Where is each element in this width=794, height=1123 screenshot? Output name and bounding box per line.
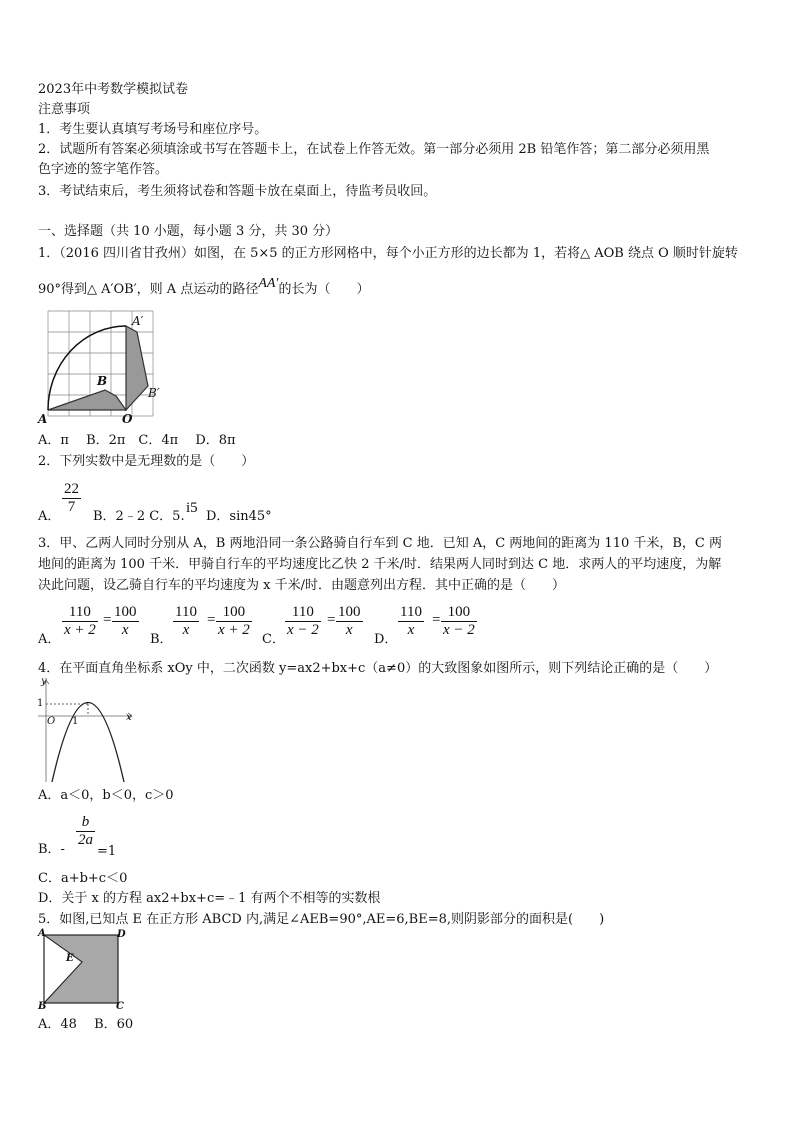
q4-label-x: x: [126, 712, 132, 723]
q3-option-c-equals: =: [327, 612, 336, 628]
q5-label-c: C: [116, 1001, 124, 1012]
q2-option-a: A．: [38, 509, 61, 524]
q3-option-d-left-num: 110: [400, 604, 422, 620]
q3-option-d-left: [398, 604, 424, 639]
q3-option-c-left: [285, 604, 321, 639]
q3-option-d-right-den: x − 2: [443, 622, 475, 638]
q3-option-b-left-den: x: [182, 622, 190, 638]
q1-label-b-prime: B′: [148, 386, 160, 400]
q2-stem: 2．下列实数中是无理数的是（ ）: [38, 454, 255, 469]
q3-stem-3: 决此问题，设乙骑自行车的平均速度为 x 千米/时．由题意列出方程．其中正确的是（ ）: [38, 578, 565, 593]
q3-option-a-right-num: 100: [114, 604, 137, 620]
q3-option-c-left-den: x − 2: [287, 622, 319, 638]
q5-square-figure: [38, 928, 134, 1012]
q4-option-b-suffix: =1: [97, 844, 117, 859]
q1-label-a-prime: A′: [132, 314, 144, 328]
q3-option-c-right-den: x: [345, 622, 353, 638]
q3-option-c-left-num: 110: [285, 604, 321, 622]
q3-option-d-label: D．: [374, 632, 398, 647]
q3-stem-2: 地间的距离为 100 千米．甲骑自行车的平均速度比乙快 2 千米/时．结果两人同时到达 C 地．求两人的平均速度，为解: [38, 557, 722, 572]
q1-arc-label: AA′: [258, 276, 279, 291]
q4-parabola-figure: [38, 678, 138, 784]
q4-label-one-x: 1: [72, 716, 79, 727]
notice-item-3: 3．考试结束后，考生须将试卷和答题卡放在桌面上，待监考员收回。: [38, 184, 437, 199]
q3-option-b-right-num: 100: [216, 604, 252, 622]
q1-options: A．π B．2π C．4π D．8π: [38, 433, 236, 448]
notice-item-2: 2．试题所有答案必须填涂或书写在答题卡上，在试卷上作答无效。第一部分必须用 2B 铅笔作答；第二部分必须用黑: [38, 142, 710, 157]
q4-option-b-num: b: [76, 814, 95, 832]
q3-option-d-equals: =: [432, 612, 441, 628]
q3-option-b-equals: =: [207, 612, 216, 628]
q2-repeating-decimal: i5: [186, 500, 198, 516]
q3-option-b-right: [216, 604, 252, 639]
section-heading: 一、选择题（共 10 小题，每小题 3 分，共 30 分）: [38, 224, 339, 239]
q3-option-a-right-den: x: [121, 622, 129, 638]
q3-option-c-right: [336, 604, 363, 639]
q3-option-c-right-num: 100: [338, 604, 361, 620]
q4-label-origin: O: [47, 716, 56, 727]
q4-option-c: C．a+b+c＜0: [38, 871, 128, 886]
q2-fraction: [62, 481, 81, 516]
q2-option-d: D．sin45°: [206, 509, 272, 524]
q3-stem-1: 3．甲、乙两人同时分别从 A，B 两地沿同一条公路骑自行车到 C 地．已知 A，C 两地间的距离为 110 千米，B，C 两: [38, 536, 722, 551]
q4-option-a: A．a＜0，b＜0，c＞0: [38, 788, 174, 803]
q3-option-a-equals: =: [103, 612, 112, 628]
q2-fraction-num: 22: [64, 481, 79, 497]
notice-item-1: 1．考生要认真填写考场号和座位序号。: [38, 122, 268, 137]
q4-stem: 4．在平面直角坐标系 xOy 中，二次函数 y=ax2+bx+c（a≠0）的大致图象如图所示，则下列结论正确的是（ ）: [38, 661, 718, 676]
q1-stem-part2: 的长为（ ）: [278, 282, 370, 297]
q3-option-b-label: B．: [150, 632, 173, 647]
exam-title: 2023年中考数学模拟试卷: [38, 82, 189, 97]
q1-stem-part1: 90°得到△ A′OB′，则 A 点运动的路径: [38, 282, 259, 297]
q3-option-b-right-den: x + 2: [218, 622, 250, 638]
q3-option-a-left-num: 110: [62, 604, 98, 622]
q3-option-a-left-den: x + 2: [64, 622, 96, 638]
q5-options: A．48 B．60: [38, 1017, 134, 1032]
q5-label-e: E: [66, 953, 74, 964]
q1-label-o: O: [122, 412, 133, 426]
q4-label-one-y: 1: [37, 698, 44, 709]
q1-label-a: A: [38, 412, 48, 426]
q3-option-d-right: [441, 604, 477, 639]
q1-stem-cont: [38, 276, 370, 298]
notice-item-2-cont: 色字迹的签字笔作答。: [38, 162, 169, 177]
q3-option-c-label: C．: [262, 632, 285, 647]
q3-option-d-right-num: 100: [441, 604, 477, 622]
q5-stem: 5．如图,已知点 E 在正方形 ABCD 内,满足∠AEB=90°,AE=6,BE=8,则阴影部分的面积是( ): [38, 912, 605, 927]
q4-option-d: D．关于 x 的方程 ax2+bx+c=﹣1 有两个不相等的实数根: [38, 891, 381, 906]
q1-label-b: B: [97, 374, 108, 388]
q3-option-a-right: [112, 604, 139, 639]
q5-label-d: D: [117, 929, 126, 940]
q4-option-b-den: 2a: [78, 832, 93, 848]
q5-label-b: B: [38, 1001, 47, 1012]
q1-stem: 1．（2016 四川省甘孜州）如图，在 5×5 的正方形网格中，每个小正方形的边长都为 1，若将△ AOB 绕点 O 顺时针旋转: [38, 246, 738, 261]
q3-option-b-left-num: 110: [175, 604, 197, 620]
q3-option-b-left: [173, 604, 199, 639]
q3-option-a-left: [62, 604, 98, 639]
notice-heading: 注意事项: [38, 102, 91, 117]
q1-grid-figure: [38, 306, 168, 431]
q4-label-y: y: [41, 676, 47, 687]
q2-fraction-den: 7: [67, 499, 76, 515]
q3-option-a-label: A．: [38, 632, 61, 647]
q5-label-a: A: [38, 928, 46, 939]
q4-option-b-fraction: [76, 814, 95, 849]
q4-option-b-prefix: B．-: [38, 842, 65, 857]
q3-option-d-left-den: x: [407, 622, 415, 638]
q2-option-bc: B．2﹣2 C．5.: [93, 509, 185, 524]
